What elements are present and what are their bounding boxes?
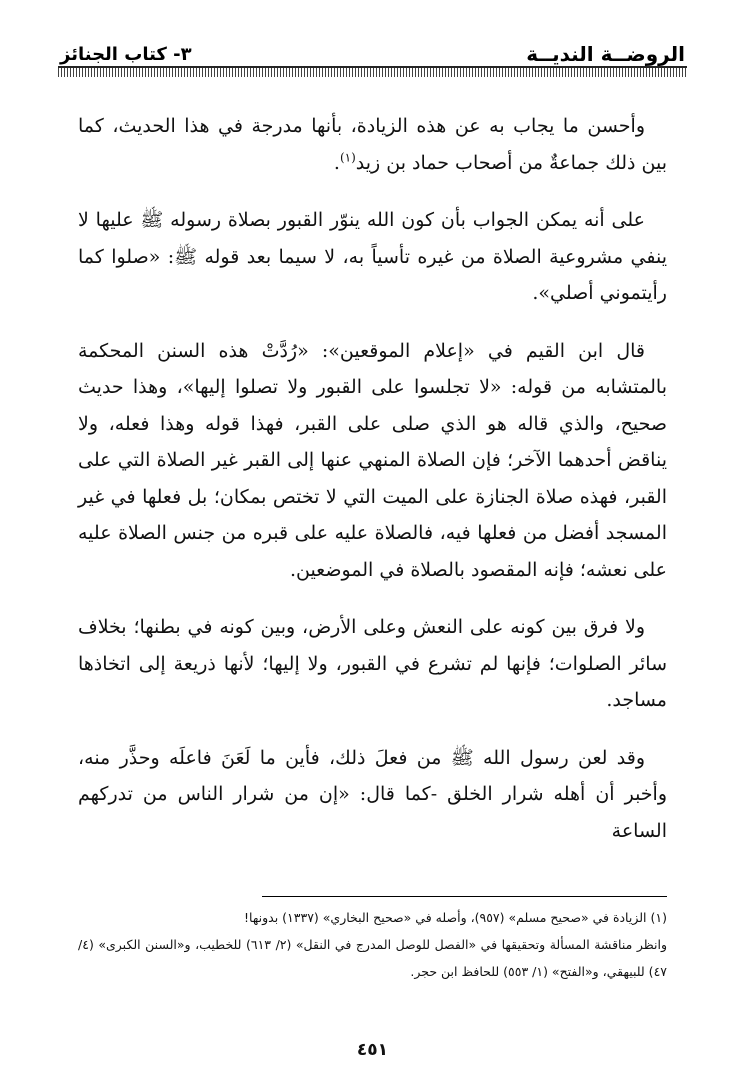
paragraph-5: وقد لعن رسول الله ﷺ من فعلَ ذلك، فأين ما لَعَنَ فاعلَه وحذَّر منه، وأخبر أن أهله شرار الخلق -كما قال: «إن من شرار الناس من تدركهم الساعة	[78, 746, 667, 842]
paragraph-3: قال ابن القيم في «إعلام الموقعين»: «رُدَّتْ هذه السنن المحكمة بالمتشابه من قوله: «لا تجلسوا على القبور ولا تصلوا إليها»، وهذا حديث صحيح، والذي قاله هو الذي صلى على القبر، فهذا قوله وهذا فعله، ولا يناقض أحدهما الآخر؛ فإن الصلاة المنهي عنها إلى القبر غير الصلاة التي على القبر، فهذه صلاة الجنازة على الميت التي لا تختص بمكان؛ بل فعلها في غير المسجد أفضل من فعلها فيه، فالصلاة عليه على قبره من جنس الصلاة عليه على نعشه؛ فإنه المقصود بالصلاة في الموضعين.	[78, 339, 667, 581]
main-text	[78, 108, 667, 870]
header-divider	[58, 66, 687, 77]
footnote-line-1: (١) الزيادة في «صحيح مسلم» (٩٥٧)، وأصله في «صحيح البخاري» (١٣٣٧) بدونها!	[244, 910, 667, 925]
paragraph-1-end: .	[333, 151, 340, 174]
footnote-divider	[262, 896, 667, 897]
footnote-marker: (١)	[339, 150, 356, 165]
footnotes	[78, 904, 667, 985]
paragraph-1	[78, 108, 667, 181]
footnote-line-2: وانظر مناقشة المسألة وتحقيقها في «الفصل للوصل المدرج في النقل» (٢/ ٦١٣) للخطيب، و«السنن الكبرى» (٤/ ٤٧) للبيهقي، و«الفتح» (١/ ٥٥٣) للحافظ ابن حجر.	[78, 937, 668, 979]
paragraph-4: ولا فرق بين كونه على النعش وعلى الأرض، وبين كونه في بطنها؛ بخلاف سائر الصلوات؛ فإنها لم تشرع في القبور، ولا إليها؛ لأنها ذريعة إلى اتخاذها مساجد.	[78, 616, 667, 711]
paragraph-2: على أنه يمكن الجواب بأن كون الله ينوّر القبور بصلاة رسوله ﷺ عليها لا ينفي مشروعية الصلاة من غيره تأسياً به، لا سيما بعد قوله ﷺ: «صلوا كما رأيتموني أصلي».	[78, 209, 667, 304]
page-number: ٤٥١	[356, 1040, 389, 1060]
chapter-title: ٣- كتاب الجنائز	[60, 44, 192, 65]
paragraph-1-text: وأحسن ما يجاب به عن هذه الزيادة، بأنها مدرجة في هذا الحديث، كما بين ذلك جماعةٌ من أصحاب حماد بن زيد	[78, 115, 667, 174]
running-header	[60, 30, 685, 64]
book-title: الروضــة النديــة	[526, 42, 685, 66]
